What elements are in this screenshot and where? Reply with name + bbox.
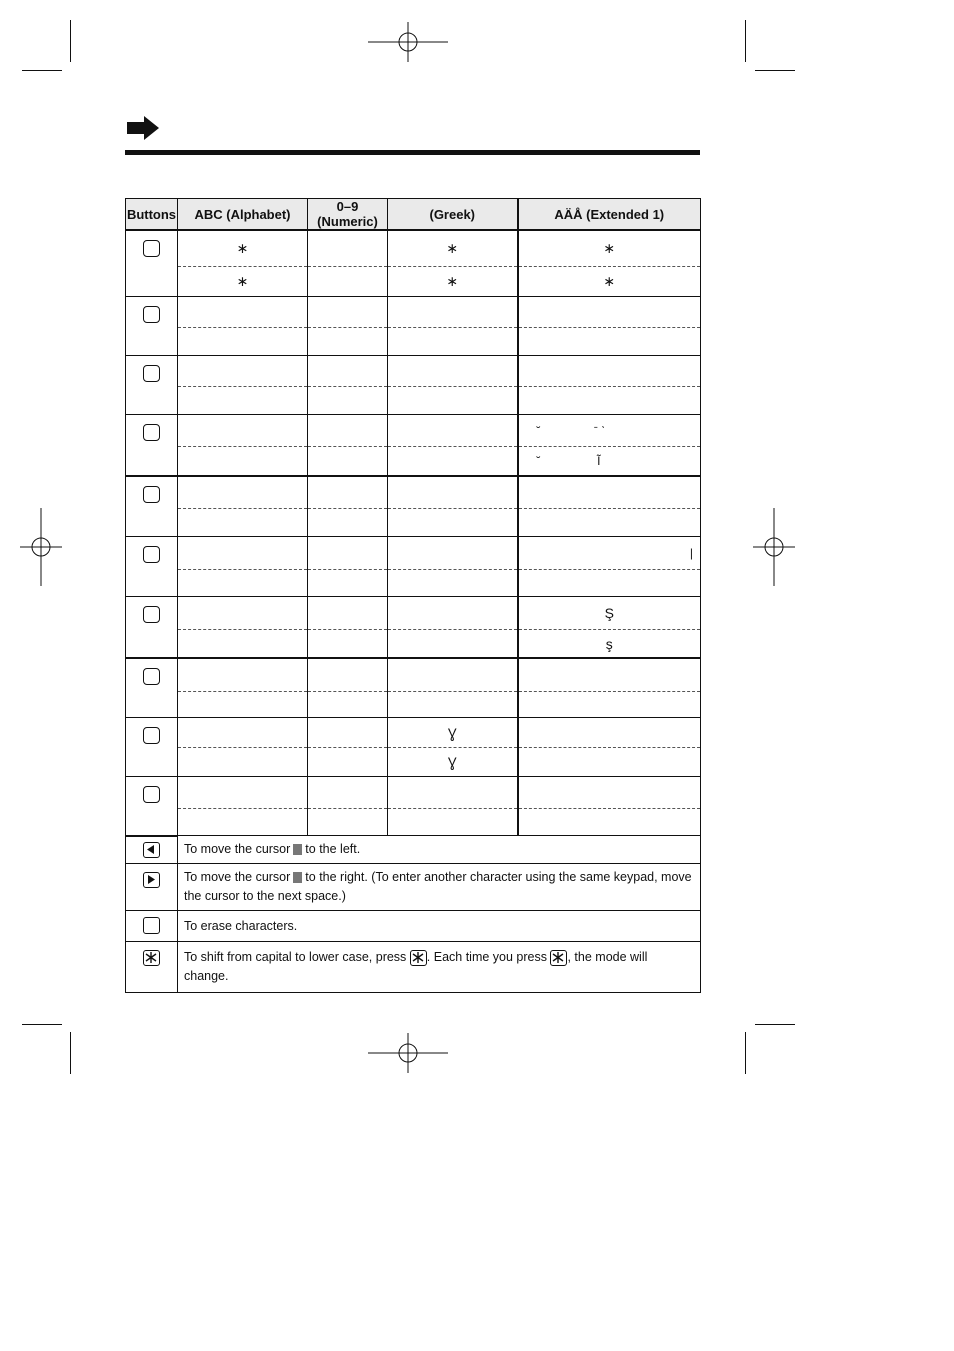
function-row-shift (126, 942, 701, 993)
asterisk-key-icon (410, 950, 427, 966)
keypad-button-7[interactable] (126, 597, 178, 659)
extended-cell-text: ˘ ˉ ˋ (536, 423, 606, 438)
function-row-erase (126, 911, 701, 942)
shift-key[interactable] (126, 942, 178, 993)
erase-key[interactable] (126, 911, 178, 942)
desc-text: to the left. (305, 842, 361, 856)
table-row (126, 597, 701, 630)
abc-cell (178, 809, 308, 836)
greek-cell (388, 537, 518, 570)
abc-cell (178, 748, 308, 777)
numeric-cell (308, 809, 388, 836)
crop-mark (755, 70, 795, 71)
abc-cell (178, 509, 308, 537)
desc-text: , the mode will change. (184, 950, 648, 983)
keypad-key-icon (143, 727, 160, 744)
table-row (126, 230, 701, 267)
header-greek: (Greek) (388, 199, 518, 231)
keypad-button-2[interactable] (126, 297, 178, 356)
left-key[interactable] (126, 836, 178, 864)
numeric-cell (308, 692, 388, 718)
table-row (126, 447, 701, 477)
header-extended: AÄÅ (Extended 1) (518, 199, 701, 231)
greek-cell (388, 570, 518, 597)
abc-cell (178, 297, 308, 328)
crop-mark (22, 1024, 62, 1025)
extended-cell (518, 630, 701, 659)
desc-text: to the right. (To enter another character using the same keypad, move the cursor to the next space.) (184, 870, 692, 903)
extended-cell (518, 387, 701, 415)
asterisk-key-icon (143, 950, 160, 966)
extended-cell (518, 356, 701, 387)
extended-cell (518, 570, 701, 597)
greek-cell-text: Ɣ (447, 754, 457, 770)
crop-mark (745, 1032, 746, 1074)
cursor-icon (293, 844, 302, 855)
header-buttons: Buttons (126, 199, 178, 231)
function-row-right (126, 864, 701, 911)
table-header (126, 199, 701, 231)
extended-cell (518, 267, 701, 297)
abc-cell (178, 537, 308, 570)
extended-cell (518, 297, 701, 328)
keypad-key-icon (143, 365, 160, 382)
abc-cell (178, 692, 308, 718)
keypad-button-1[interactable] (126, 230, 178, 297)
numeric-cell (308, 509, 388, 537)
greek-cell (388, 509, 518, 537)
table-row (126, 415, 701, 447)
table-row (126, 777, 701, 809)
greek-cell-text: ∗ (446, 240, 459, 256)
crop-mark (70, 1032, 71, 1074)
greek-cell-text: Ɣ (447, 724, 457, 741)
function-desc-right (178, 864, 701, 911)
header-abc: ABC (Alphabet) (178, 199, 308, 231)
abc-cell (178, 230, 308, 267)
abc-cell (178, 328, 308, 356)
numeric-cell (308, 537, 388, 570)
greek-cell-text: ∗ (446, 273, 459, 289)
keypad-button-6[interactable] (126, 537, 178, 597)
numeric-cell (308, 297, 388, 328)
extended-cell (518, 718, 701, 748)
extended-cell (518, 447, 701, 477)
greek-cell (388, 809, 518, 836)
abc-cell (178, 630, 308, 659)
keypad-key-icon (143, 546, 160, 563)
keypad-key-icon (143, 606, 160, 623)
registration-mark-bottom (368, 1033, 448, 1073)
abc-cell (178, 718, 308, 748)
abc-cell (178, 415, 308, 447)
desc-text: To shift from capital to lower case, press (184, 950, 407, 964)
registration-mark-left (20, 508, 62, 586)
table-row (126, 809, 701, 836)
greek-cell (388, 415, 518, 447)
keypad-key-icon (143, 786, 160, 803)
abc-cell (178, 387, 308, 415)
greek-cell (388, 777, 518, 809)
right-key[interactable] (126, 864, 178, 911)
numeric-cell (308, 777, 388, 809)
extended-cell-text: ş (605, 635, 613, 652)
extended-cell (518, 809, 701, 836)
extended-cell-text: Ş (604, 605, 614, 621)
table-row (126, 718, 701, 748)
desc-text: To move the cursor (184, 870, 291, 884)
numeric-cell (308, 718, 388, 748)
keypad-key-icon (143, 306, 160, 323)
crop-mark (755, 1024, 795, 1025)
greek-cell (388, 476, 518, 509)
greek-cell (388, 328, 518, 356)
left-arrow-icon (143, 842, 160, 858)
header-rule (125, 150, 700, 155)
table-row (126, 509, 701, 537)
extended-cell (518, 509, 701, 537)
numeric-cell (308, 630, 388, 659)
keypad-button-5[interactable] (126, 476, 178, 537)
abc-cell (178, 570, 308, 597)
arrow-right-icon (127, 116, 159, 140)
numeric-cell (308, 748, 388, 777)
table-row (126, 356, 701, 387)
greek-cell (388, 356, 518, 387)
numeric-cell (308, 658, 388, 692)
abc-cell (178, 476, 308, 509)
extended-cell (518, 658, 701, 692)
erase-key-icon (143, 917, 160, 934)
greek-cell (388, 692, 518, 718)
keypad-button-8[interactable] (126, 658, 178, 718)
table-row (126, 297, 701, 328)
numeric-cell (308, 415, 388, 447)
extended-cell (518, 748, 701, 777)
keypad-key-icon (143, 240, 160, 257)
table-row (126, 658, 701, 692)
abc-cell (178, 267, 308, 297)
keypad-button-10[interactable] (126, 777, 178, 836)
table-row (126, 267, 701, 297)
desc-text: . Each time you press (426, 950, 547, 964)
greek-cell (388, 447, 518, 477)
abc-cell-text: ∗ (236, 273, 249, 289)
table-row (126, 537, 701, 570)
crop-mark (745, 20, 746, 62)
keypad-key-icon (143, 668, 160, 685)
desc-text: To move the cursor (184, 842, 291, 856)
greek-cell (388, 658, 518, 692)
extended-cell (518, 777, 701, 809)
greek-cell (388, 387, 518, 415)
extended-cell (518, 328, 701, 356)
table-row (126, 570, 701, 597)
table-row (126, 630, 701, 659)
numeric-cell (308, 387, 388, 415)
character-table (125, 198, 701, 993)
greek-cell (388, 748, 518, 777)
registration-mark-right (753, 508, 795, 586)
extended-cell-text: ∗ (603, 273, 616, 289)
table-row (126, 476, 701, 509)
table-row (126, 748, 701, 777)
keypad-button-4[interactable] (126, 415, 178, 477)
numeric-cell (308, 328, 388, 356)
numeric-cell (308, 476, 388, 509)
abc-cell (178, 658, 308, 692)
keypad-key-icon (143, 424, 160, 441)
extended-cell (518, 692, 701, 718)
abc-cell (178, 597, 308, 630)
greek-cell (388, 230, 518, 267)
table-row (126, 328, 701, 356)
asterisk-key-icon (550, 950, 567, 966)
keypad-button-3[interactable] (126, 356, 178, 415)
abc-cell (178, 777, 308, 809)
greek-cell (388, 297, 518, 328)
numeric-cell (308, 230, 388, 267)
greek-cell (388, 630, 518, 659)
right-arrow-icon (143, 872, 160, 888)
numeric-cell (308, 570, 388, 597)
numeric-cell (308, 447, 388, 477)
abc-cell-text: ∗ (236, 240, 249, 256)
numeric-cell (308, 356, 388, 387)
table-row (126, 692, 701, 718)
cursor-icon (293, 872, 302, 883)
numeric-cell (308, 267, 388, 297)
table-row (126, 387, 701, 415)
extended-cell (518, 476, 701, 509)
registration-mark-top (368, 22, 448, 62)
extended-cell (518, 597, 701, 630)
crop-mark (22, 70, 62, 71)
extended-cell (518, 415, 701, 447)
extended-cell (518, 537, 701, 570)
keypad-key-icon (143, 486, 160, 503)
header-numeric: 0–9 (Numeric) (308, 199, 388, 231)
keypad-button-9[interactable] (126, 718, 178, 777)
crop-mark (70, 20, 71, 62)
abc-cell (178, 447, 308, 477)
extended-cell-text: ∗ (603, 240, 616, 256)
greek-cell (388, 718, 518, 748)
function-row-left (126, 836, 701, 864)
numeric-cell (308, 597, 388, 630)
greek-cell (388, 267, 518, 297)
function-desc-erase: To erase characters. (178, 911, 701, 942)
function-desc-shift (178, 942, 701, 993)
extended-cell-text: | (536, 546, 693, 560)
extended-cell (518, 230, 701, 267)
greek-cell (388, 597, 518, 630)
abc-cell (178, 356, 308, 387)
extended-cell-text: ˘ Ĩ (536, 454, 601, 468)
function-desc-left (178, 836, 701, 864)
